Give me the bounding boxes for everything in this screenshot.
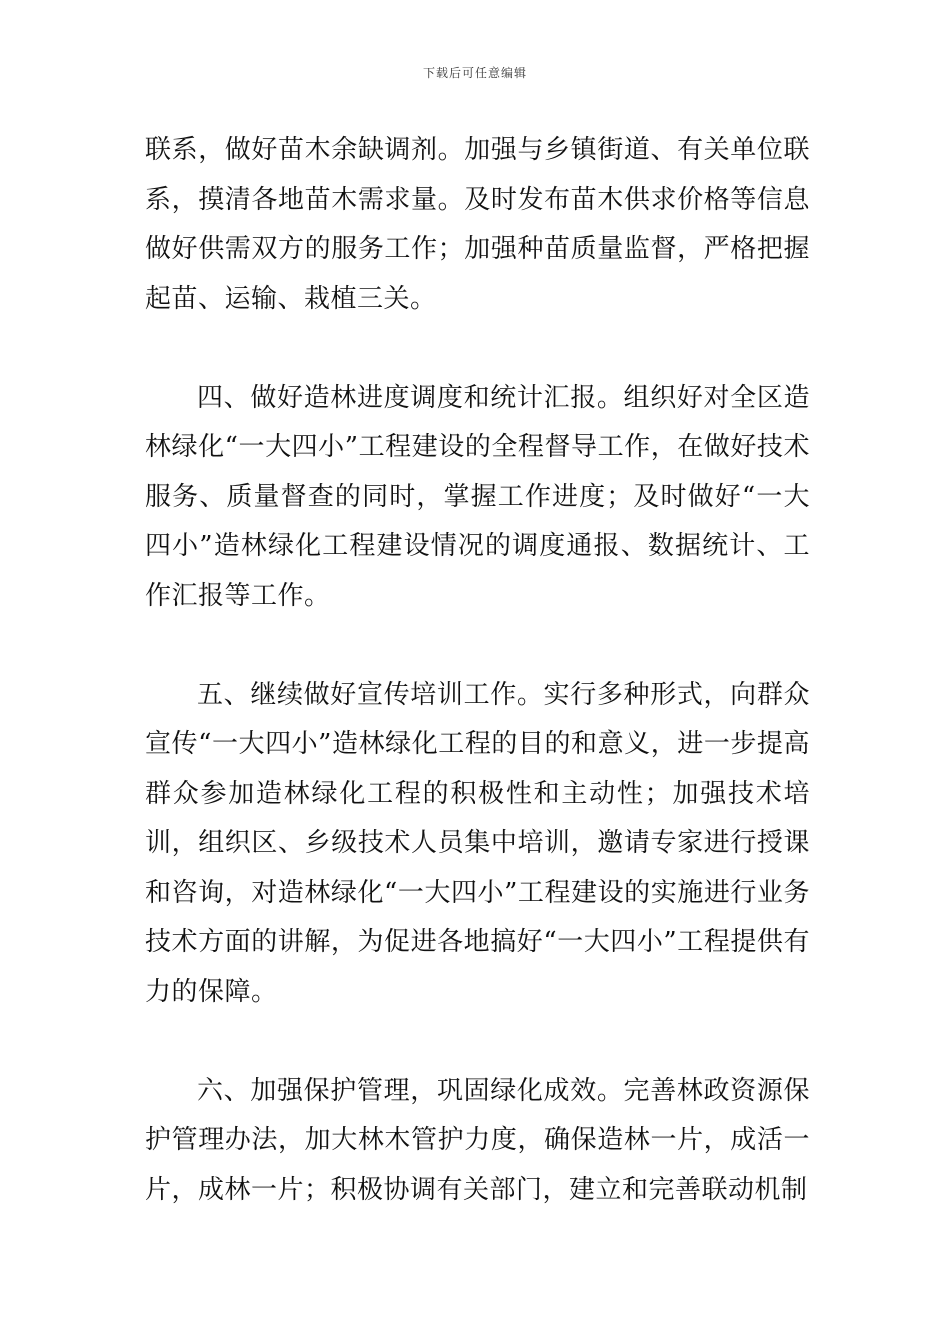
paragraph-section-5: 五、继续做好宣传培训工作。实行多种形式，向群众宣传“一大四小”造林绿化工程的目的和意义，进一步提高群众参加造林绿化工程的积极性和主动性；加强技术培训，组织区、乡级技术人员集中培训，邀请专家进行授课和咨询，对造林绿化“一大四小”工程建设的实施进行业务技术方面的讲解，为促进各地搞好“一大四小”工程提供有力的保障。: [145, 679, 810, 1007]
paragraph-continuation: 联系，做好苗木余缺调剂。加强与乡镇街道、有关单位联系，摸清各地苗木需求量。及时发布苗木供求价格等信息做好供需双方的服务工作；加强种苗质量监督，严格把握起苗、运输、栽植三关。: [145, 135, 810, 314]
document-body: [145, 126, 810, 1265]
page-header: 下载后可任意编辑: [422, 66, 527, 80]
paragraph-section-4: 四、做好造林进度调度和统计汇报。组织好对全区造林绿化“一大四小”工程建设的全程督导工作，在做好技术服务、质量督查的同时，掌握工作进度；及时做好“一大四小”造林绿化工程建设情况的调度通报、数据统计、工作汇报等工作。: [145, 382, 810, 611]
paragraph-section-6: 六、加强保护管理，巩固绿化成效。完善林政资源保护管理办法，加大林木管护力度，确保造林一片，成活一片，成林一片；积极协调有关部门，建立和完善联动机制: [145, 1075, 810, 1205]
